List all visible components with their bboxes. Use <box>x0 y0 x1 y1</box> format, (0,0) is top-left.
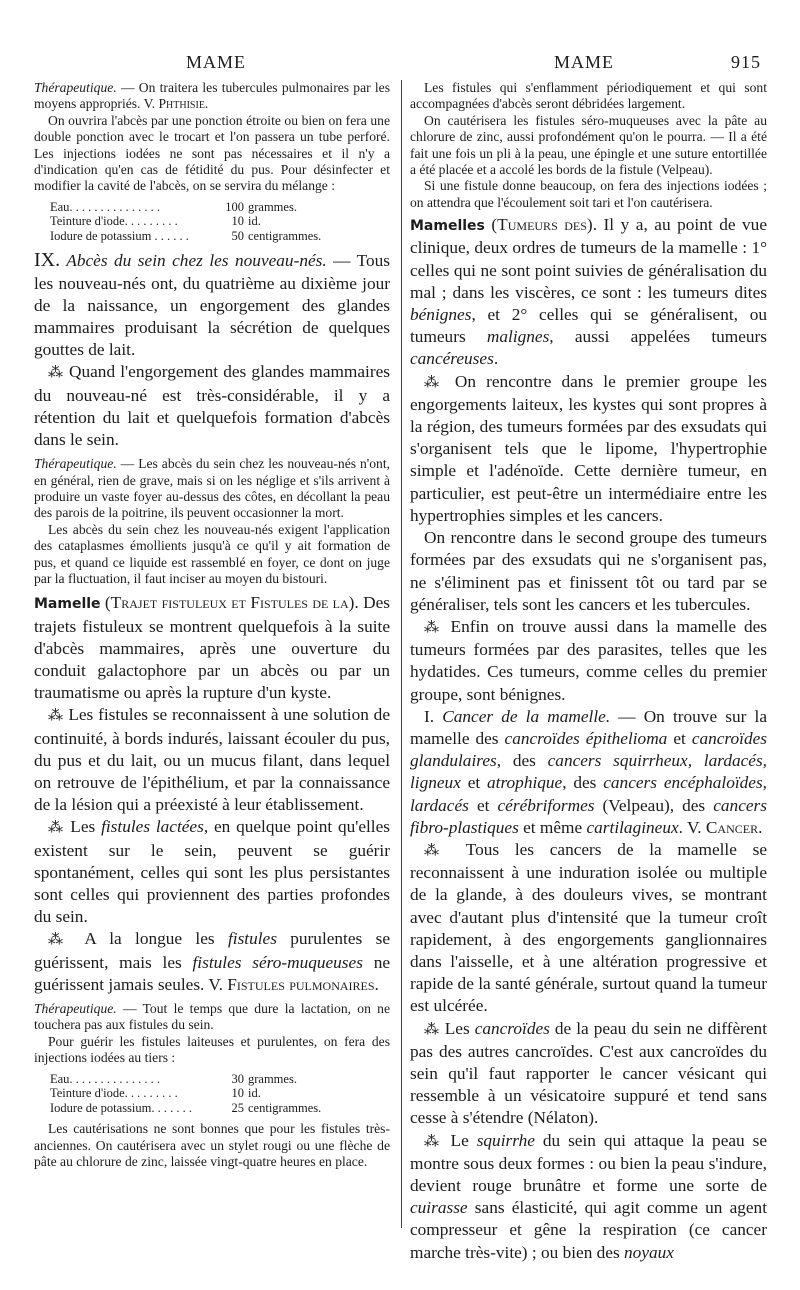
cancer-de-la-mamelle: I. Cancer de la mamelle. — On trouve sur la mamelle des cancroïdes épithelioma et cancroïdes glandulaires, des cancers squirrheux, lardacés, ligneux et atrophique, des cancers encéphaloïdes, lardacés et cérébriformes (Velpeau), des cancers fibro-plastiques et même cartilagineux. V. Cancer. <box>410 706 768 837</box>
formula-table-2 <box>34 1072 390 1116</box>
formula-table-1 <box>34 200 390 244</box>
running-head-left: MAME <box>186 52 247 72</box>
cancers-reconnaissance: ⁂ Tous les cancers de la mamelle se reconnaissent à une induration isolée ou multiple de la glande, à des douleurs vives, se montrant avec d'autant plus d'intensité que la tumeur croît rapidement, à des engorgements ganglionnaires dans l'aisselle, et à une altération progressive et rapide de la santé générale, surtout quand la tumeur est ulcérée. <box>410 839 768 1016</box>
therapeutique-nouveau-nes: Thérapeutique. — Les abcès du sein chez les nouveau-nés n'ont, en général, rien de grave, mais si on les néglige et s'ils arrivent à produire un vaste foyer au-dessus des côtes, en décollant la peau des parois de la poitrine, ils peuvent occasionner la mort. <box>34 456 390 521</box>
fistules-lactees: ⁂ Les fistules lactées, en quelque point qu'elles existent sur le sein, peuvent se guérir spontanément, celles qui sont les plus persistantes sont celles qui proviennent des parties profondes du sein. <box>34 817 391 927</box>
formula-row: Teinture d'iode. . . . . . . . . 10 id. <box>50 214 261 229</box>
fistules-debridees: Les fistules qui s'enflamment périodiquement et qui sont accompagnées d'abcès seront débridées largement. <box>410 80 767 112</box>
formula-row: Teinture d'iode. . . . . . . . . 10 id. <box>50 1086 261 1101</box>
premier-groupe: ⁂ On rencontre dans le premier groupe les engorgements laiteux, les kystes qui sont propres à la région, des tumeurs formées par des exsudats qui s'organisent tels que le lipome, l'hypertrophie simple et l'adénoïde. Cette dernière tumeur, en particulier, est peut-être un intermédiaire entre les hypertrophies simples et les cancers. <box>410 371 767 525</box>
page-number: 915 <box>731 52 761 72</box>
abces-ponction-paragraph: On ouvrira l'abcès par une ponction étroite ou bien on fera une double ponction avec le trocart et l'on passera un tube perforé. Les injections iodées ne sont pas nécessaires et il n'y a d'indication qu'en cas de fétidité du pus. Pour désinfecter et modifier la cavité de l'abcès, on se servira du mélange : <box>34 112 390 194</box>
formula-row: Iodure de potassium. . . . . . . 25 centigrammes. <box>50 1100 322 1115</box>
fistules-reconnaissance: ⁂ Les fistules se reconnaissent à une solution de continuité, à bords indurés, laissant écouler du pus, du pus et du lait, ou un mucus filant, dans lequel on retrouve de l'épithélium, et par la connaissance de la lésion qui a préexisté à leur établissement. <box>34 705 390 815</box>
section-ix: IX. Abcès du sein chez les nouveau-nés. — Tous les nouveau-nés ont, du quatrième au dixième jour de la naissance, un engorgement des glandes mammaires produisant la sécrétion de quelques gouttes de lait. <box>34 249 390 360</box>
cauterisation-zinc: On cautérisera les fistules séro-muqueuses avec la pâte au chlorure de zinc, aussi profondément qu'on le pourra. — Il a été fait une fois un pli à la peau, une épingle et une suture entortillée a été placée et a accolé les bords de la fistule (Velpeau). <box>410 112 767 178</box>
injections-iodees: Si une fistule donne beaucoup, on fera des injections iodées ; on attendra que l'écoulement soit tari et l'on cautérisera. <box>410 178 767 210</box>
formula-row: Iodure de potassium . . . . . . 50 centigrammes. <box>50 228 322 243</box>
right-column <box>410 80 767 1264</box>
cataplasmes-paragraph: Les abcès du sein chez les nouveau-nés exigent l'application des cataplasmes émollients jusqu'à ce qu'il y ait formation de pus, et quand ce liquide est rassemblé en foyer, ce dont on juge par la fluctuation, il faut inciser au moyen du bistouri. <box>34 521 390 587</box>
section-ix-paragraph-2: ⁂ Quand l'engorgement des glandes mammaires du nouveau-né est très-considérable, il y a rétention du lait et quelquefois formation d'abcès dans le sein. <box>34 362 390 449</box>
second-groupe: On rencontre dans le second groupe des tumeurs formées par des exsudats qui ne s'organisent pas, ne s'éliminent pas et finissent tôt ou tard par se généraliser, tels sont les cancers et les tubercules. <box>410 528 767 614</box>
formula-row: Eau. . . . . . . . . . . . . . . 30 grammes. <box>50 1071 297 1086</box>
fistules-purulentes: ⁂ A la longue les fistules purulentes se guérissent, mais les fistules séro-muqueuses ne guérissent jamais seules. V. Fistules pulmonaires. <box>34 929 391 994</box>
therapeutique-tuberculose: Thérapeutique. — On traitera les tubercules pulmonaires par les moyens appropriés. V. Phthisie. <box>34 80 390 112</box>
formula-row: Eau. . . . . . . . . . . . . . . 100 grammes. <box>50 199 297 214</box>
cancroides-peau: ⁂ Les cancroïdes de la peau du sein ne diffèrent pas des autres cancroïdes. C'est aux cancroïdes du sein qu'il faut rapporter le cancer vésicant qui ressemble à un vésicatoire suppuré et tend sans cesse à s'étendre (Nélaton). <box>410 1018 767 1128</box>
column-divider <box>401 80 402 1228</box>
parasites-paragraph: ⁂ Enfin on trouve aussi dans la mamelle des tumeurs formées par des parasites, telles que les hydatides. Ces tumeurs, comme celles du premier groupe, sont bénignes. <box>410 616 768 704</box>
squirrhe-paragraph: ⁂ Le squirrhe du sein qui attaque la peau se montre sous deux formes : ou bien la peau s'indure, devient rouge brunâtre et forme une sorte de cuirasse sans élasticité, qui agit comme un agent compresseur et gêne la respiration (ce cancer marche très-vite) ; ou bien des noyaux <box>410 1130 768 1262</box>
therapeutique-lactation: Thérapeutique. — Tout le temps que dure la lactation, on ne touchera pas aux fistules du sein. <box>34 1001 390 1033</box>
entry-mamelle-fistules: Mamelle (Trajet fistuleux et Fistules de la). Des trajets fistuleux se montrent quelquefois à la suite d'abcès mammaires, après une ouverture du conduit galactophore par un abcès ou par un traumatisme ou après la rupture d'un kyste. <box>34 593 390 703</box>
running-head-right: MAME <box>554 52 615 72</box>
injections-paragraph: Pour guérir les fistules laiteuses et purulentes, on fera des injections iodées au tiers : <box>34 1033 390 1066</box>
cauterisations-paragraph: Les cautérisations ne sont bonnes que pour les fistules très-anciennes. On cautérisera avec un stylet rougi ou une flèche de pâte au chlorure de zinc, laissée vingt-quatre heures en place. <box>34 1121 390 1170</box>
left-column <box>34 80 390 1170</box>
entry-mamelles-tumeurs: Mamelles (Tumeurs des). Il y a, au point de vue clinique, deux ordres de tumeurs de la mamelle : 1° celles qui ne sont point suivies de généralisation du mal ; dans les viscères, ce sont : les tumeurs dites bénignes, et 2° celles qui se généralisent, ou tumeurs malignes, aussi appelées tumeurs cancéreuses. <box>410 215 767 369</box>
